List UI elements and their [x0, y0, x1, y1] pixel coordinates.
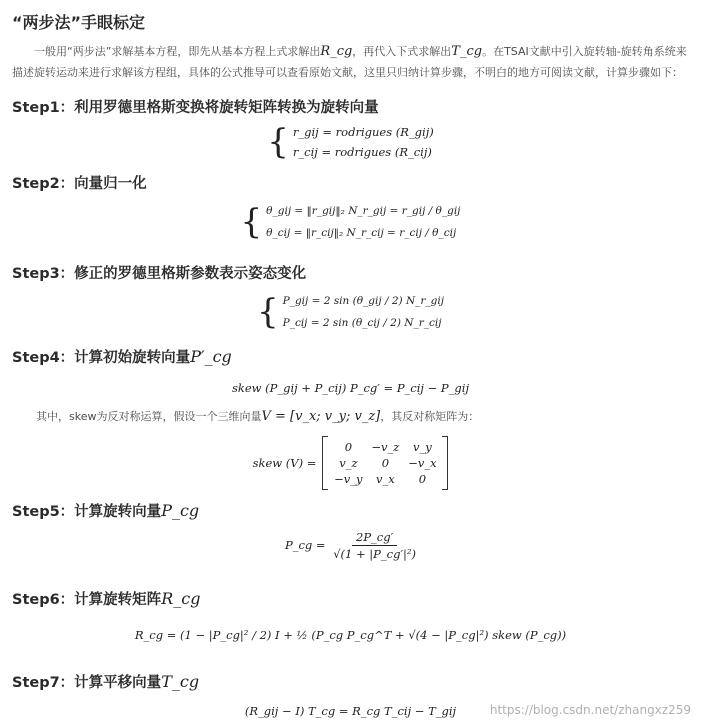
intro-var-tcg: T_cg	[451, 44, 483, 59]
step1-eq-line2: r_cij = rodrigues (R_cij)	[292, 145, 432, 159]
step1-brace: {	[267, 122, 289, 162]
page-title: “两步法”手眼标定	[12, 13, 146, 32]
step4-equation: skew (P_gij + P_cij) P_cg′ = P_cij − P_gij	[231, 381, 470, 395]
step5-fraction	[333, 530, 416, 561]
step5-denominator: √(1 + |P_cg′|²)	[333, 547, 417, 561]
matrix-cell: −v_z	[371, 440, 400, 454]
skew-note	[36, 408, 479, 424]
step4-label: Step4：计算初始旋转向量	[12, 350, 191, 366]
skew-note-text-2: ，其反对称矩阵为：	[380, 410, 480, 423]
step2-heading: Step2：向量归一化	[12, 176, 147, 192]
matrix-cell: −v_x	[408, 456, 437, 470]
step3-brace: {	[256, 292, 279, 332]
matrix-cell: v_x	[376, 472, 395, 486]
intro-text-2: ，再代入下式求解出	[352, 45, 452, 58]
matrix-cell: 0	[344, 440, 353, 454]
step6-var: R_cg	[161, 589, 201, 608]
step7-var: T_cg	[161, 672, 200, 691]
matrix-cell: v_z	[339, 456, 358, 470]
step3-eq-line1: P_gij = 2 sin (θ_gij / 2) N_r_gij	[282, 295, 444, 307]
step2-eq-line2: θ_cij = ‖r_cij‖₂ N_r_cij = r_cij / θ_cij	[266, 227, 457, 239]
step1-heading: Step1：利用罗德里格斯变换将旋转矩阵转换为旋转向量	[12, 100, 379, 116]
step6-label: Step6：计算旋转矩阵	[12, 592, 162, 608]
step3-eq-line2: P_cij = 2 sin (θ_cij / 2) N_r_cij	[282, 317, 442, 329]
step5-lhs: P_cg =	[284, 537, 326, 552]
intro-text-1: 一般用“两步法”求解基本方程，即先从基本方程上式求解出	[34, 45, 321, 58]
step3-heading: Step3：修正的罗德里格斯参数表示姿态变化	[12, 266, 307, 282]
step6-equation: R_cg = (1 − |P_cg|² / 2) I + ½ (P_cg P_cg^T + √(4 − |P_cg|²) skew (P_cg))	[134, 628, 567, 642]
step4-var: P′_cg	[190, 347, 232, 366]
step5-var: P_cg	[161, 501, 200, 520]
skew-note-var: V = [v_x; v_y; v_z]	[261, 409, 381, 424]
matrix-cell: −v_y	[334, 472, 363, 486]
step7-label: Step7：计算平移向量	[12, 675, 162, 691]
matrix-right-bracket	[442, 436, 448, 490]
step2-brace: {	[240, 202, 263, 242]
step5-equation	[0, 530, 701, 561]
step5-label: Step5：计算旋转向量	[12, 504, 162, 520]
step3-equation	[0, 290, 701, 334]
matrix-cell: v_y	[413, 440, 432, 454]
watermark-text: https://blog.csdn.net/zhangxz259	[489, 703, 691, 717]
step4-heading	[12, 346, 232, 367]
intro-paragraph	[12, 41, 692, 83]
matrix-cell: 0	[418, 472, 427, 486]
step7-equation: (R_gij − I) T_cg = R_cg T_cij − T_gij	[244, 704, 457, 718]
matrix-cell: 0	[381, 456, 390, 470]
step1-equation	[0, 122, 701, 162]
intro-var-rcg: R_cg	[320, 44, 353, 59]
step5-heading	[12, 500, 199, 521]
intro-text-3: 。在TSAI文献中引入旋转轴-旋转角系统来描述旋转运动来进行求解该方程组，具体的公式推导可以查看原始文献，这里只归纳计算步骤，不明白的地方可阅读文献，计算步骤如下：	[12, 45, 687, 79]
step5-numerator: 2P_cg′	[352, 530, 397, 546]
skew-matrix	[328, 440, 442, 486]
step2-eq-line1: θ_gij = ‖r_gij‖₂ N_r_gij = r_gij / θ_gij	[266, 205, 461, 217]
skew-note-text: 其中，skew为反对称运算，假设一个三维向量	[36, 410, 262, 423]
step1-eq-line1: r_gij = rodrigues (R_gij)	[292, 125, 434, 139]
step7-heading	[12, 671, 199, 692]
skew-matrix-equation	[0, 436, 701, 490]
step6-heading	[12, 588, 200, 609]
step2-equation	[0, 200, 701, 244]
skew-lhs: skew (V) =	[252, 456, 317, 470]
